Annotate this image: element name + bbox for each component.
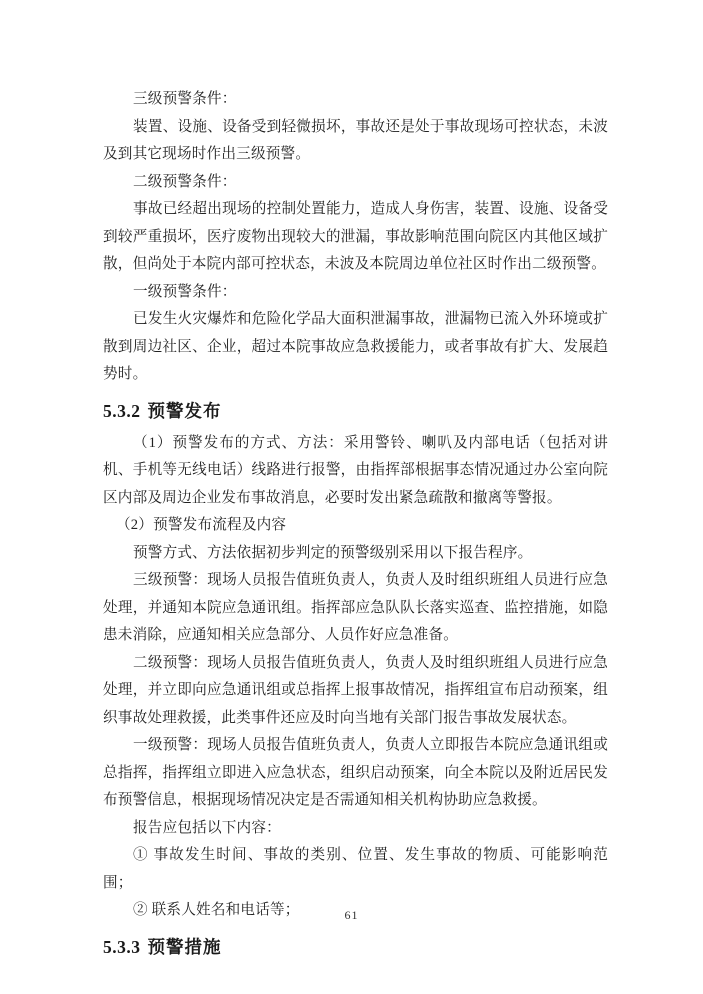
section-heading-5-3-3 (103, 931, 608, 962)
page-number: 61 (344, 908, 359, 922)
section-title: 预警措施 (147, 936, 222, 957)
section-title: 预警发布 (147, 400, 222, 421)
paragraph-level3-warning-condition-label: 三级预警条件： (133, 91, 237, 107)
list-item-report-content-1: ① 事故发生时间、事故的类别、位置、发生事故的物质、可能影响范围； (103, 847, 608, 891)
paragraph-level2-warning-condition-body: 事故已经超出现场的控制处置能力，造成人身伤害，装置、设施、设备受到较严重损坏，医疗废物出现较大的泄漏，事故影响范围向院区内其他区域扩散，但尚处于本院内部可控状态，未波及本院周边单位社区时作出二级预警。 (103, 201, 608, 272)
paragraph-level1-warning-condition-body: 已发生火灾爆炸和危险化学品大面积泄漏事故，泄漏物已流入外环境或扩散到周边社区、企业，超过本院事故应急救援能力，或者事故有扩大、发展趋势时。 (103, 311, 608, 382)
paragraph-level1-warning-condition-label: 一级预警条件： (133, 283, 237, 300)
list-item-report-content-2: ② 联系人姓名和电话等； (133, 902, 300, 918)
paragraph-level2-warning-condition-label: 二级预警条件： (133, 173, 237, 190)
paragraph-warning-report-procedure: 预警方式、方法依据初步判定的预警级别采用以下报告程序。 (133, 544, 533, 561)
paragraph-level3-warning-procedure: 三级预警：现场人员报告值班负责人，负责人及时组织班组人员进行应急处理，并通知本院应急通讯组。指挥部应急队队长落实巡查、监控措施，如隐患未消除，应通知相关应急部分、人员作好应急准备。 (103, 572, 608, 643)
section-number: 5.3.3 (103, 936, 141, 957)
paragraph-level3-warning-condition-body: 装置、设施、设备受到轻微损坏，事故还是处于事故现场可控状态，未波及到其它现场时作出三级预警。 (103, 118, 608, 162)
section-number: 5.3.2 (103, 400, 141, 421)
page-content (103, 86, 608, 966)
page-footer (0, 906, 703, 924)
paragraph-level1-warning-procedure: 一级预警：现场人员报告值班负责人，负责人立即报告本院应急通讯组或总指挥，指挥组立即进入应急状态，组织启动预案，向全本院以及附近居民发布预警信息，根据现场情况决定是否需通知相关机构协助应急救援。 (103, 737, 608, 808)
paragraph-warning-release-method: （1）预警发布的方式、方法：采用警铃、喇叭及内部电话（包括对讲机、手机等无线电话）线路进行报警，由指挥部根据事态情况通过办公室向院区内部及周边企业发布事故消息，必要时发出紧急疏散和撤离等警报。 (103, 434, 608, 506)
section-heading-5-3-2 (103, 395, 608, 426)
paragraph-report-content-label: 报告应包括以下内容： (133, 819, 281, 836)
paragraph-level2-warning-procedure: 二级预警：现场人员报告值班负责人，负责人及时组织班组人员进行应急处理，并立即向应急通讯组或总指挥上报事故情况，指挥组宣布启动预案，组织事故处理救援，此类事件还应及时向当地有关部门报告事故发展状态。 (103, 654, 608, 726)
paragraph-warning-release-process-label: （2）预警发布流程及内容 (116, 517, 287, 533)
